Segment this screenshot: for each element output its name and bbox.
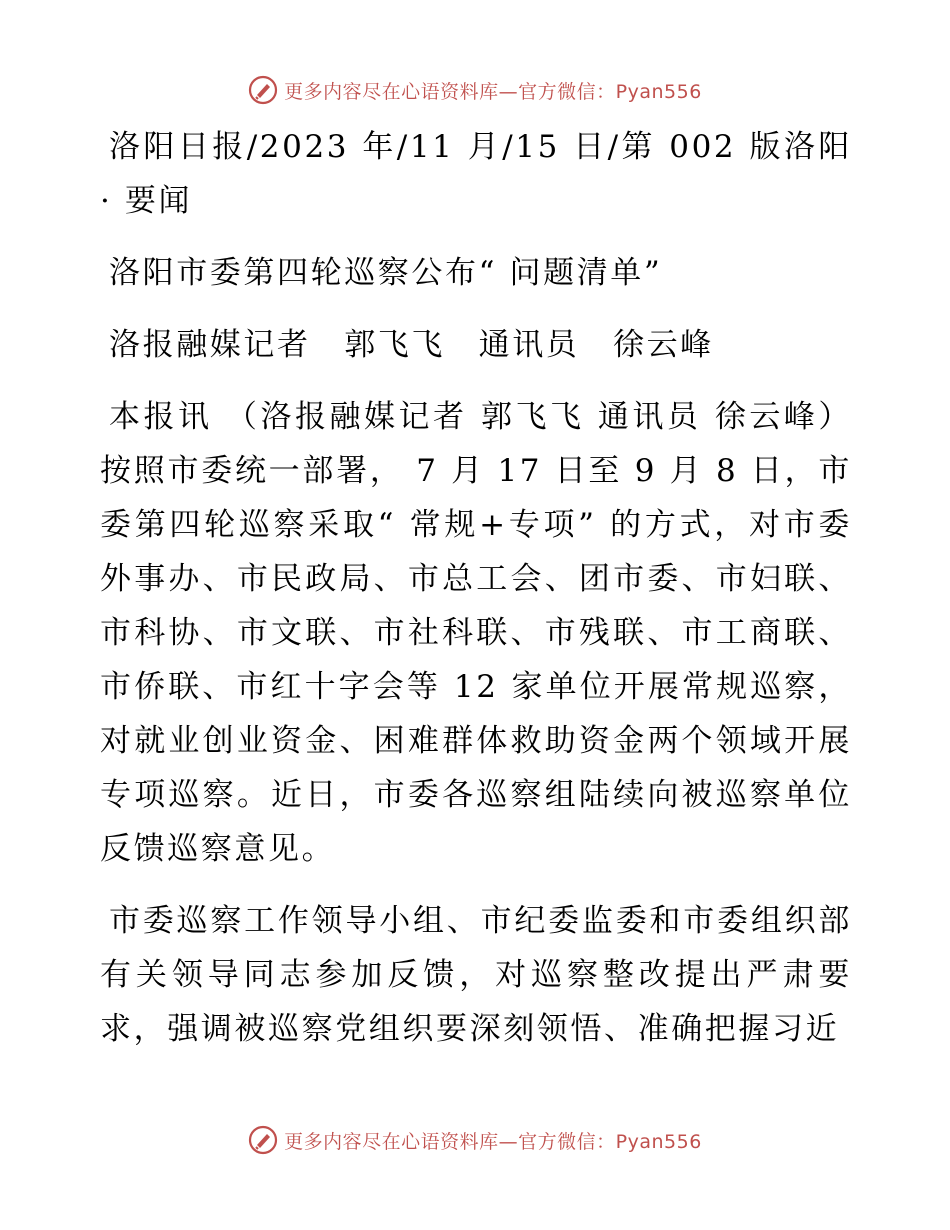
headline: 洛阳市委第四轮巡察公布“ 问题清单” <box>109 255 663 291</box>
hand-pen-logo-icon <box>248 75 278 105</box>
paragraph-2: 市委巡察工作领导小组、市纪委监委和市委组织部有关领导同志参加反馈，对巡察整改提出严肃要求，强调被巡察党组织要深刻领悟、准确把握习近 <box>100 903 852 1047</box>
document-body <box>100 120 852 1056</box>
paragraph-1: 本报讯 （洛报融媒记者 郭飞飞 通讯员 徐云峰） 按照市委统一部署， 7 月 17 日至 9 月 8 日，市委第四轮巡察采取“ 常规+专项” 的方式，对市委外事办、市民政局、市总工会、团市委、市妇联、市科协、市文联、市社科联、市残联、市工商联、市侨联、市红十字会等 12 家单位开展常规巡察，对就业创业资金、困难群体救助资金两个领域开展专项巡察。近日，市委各巡察组陆续向被巡察单位反馈巡察意见。 <box>100 399 852 867</box>
watermark-text: 更多内容尽在心语资料库—官方微信：Pyan556 <box>284 80 702 103</box>
watermark-text: 更多内容尽在心语资料库—官方微信：Pyan556 <box>284 1130 702 1153</box>
byline: 洛报融媒记者 郭飞飞 通讯员 徐云峰 <box>109 327 714 363</box>
source-line: 洛阳日报/2023 年/11 月/15 日/第 002 版洛阳 · 要闻 <box>100 129 852 219</box>
watermark-header <box>0 70 950 110</box>
watermark-footer <box>0 1120 950 1160</box>
hand-pen-logo-icon <box>248 1125 278 1155</box>
